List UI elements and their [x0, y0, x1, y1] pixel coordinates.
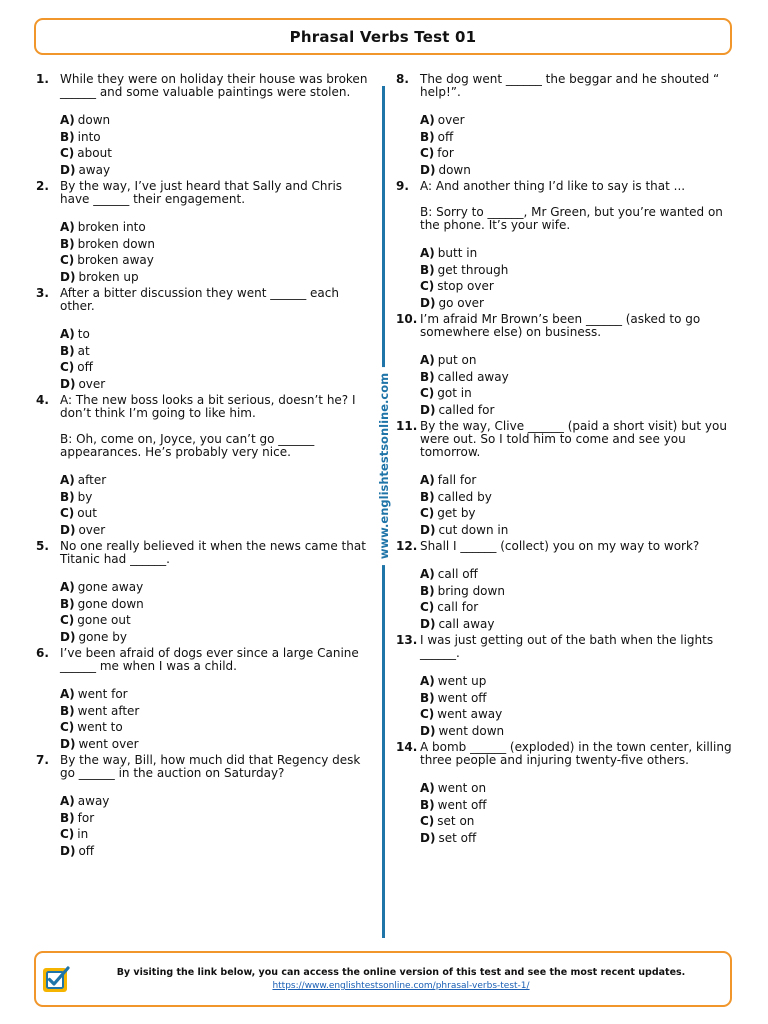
option-text: get by — [437, 506, 476, 520]
option-letter: C) — [60, 253, 75, 267]
question-item — [36, 180, 368, 285]
option-text: over — [78, 522, 106, 537]
answer-options — [60, 686, 368, 752]
option-text: down — [77, 113, 111, 127]
question-stem — [60, 287, 368, 313]
question-number: 13. — [396, 633, 418, 647]
answer-options — [60, 793, 368, 859]
answer-options — [420, 472, 732, 538]
answer-options — [60, 112, 368, 178]
question-number: 14. — [396, 740, 418, 754]
question-text: By the way, Bill, how much did that Regency desk go ______ in the auction on Saturday? — [60, 753, 361, 780]
option-text: broken down — [77, 236, 155, 251]
question-column-left — [36, 73, 368, 861]
answer-option[interactable] — [60, 359, 368, 376]
option-text: cut down in — [438, 522, 509, 537]
answer-option[interactable] — [60, 505, 368, 522]
option-letter: C) — [60, 720, 75, 734]
option-text: by — [77, 489, 93, 504]
option-text: at — [77, 343, 90, 358]
answer-option[interactable] — [420, 505, 732, 522]
option-text: call away — [438, 616, 495, 631]
option-letter: A) — [60, 327, 75, 341]
option-text: call off — [437, 567, 478, 581]
answer-option[interactable] — [60, 326, 368, 343]
question-number: 12. — [396, 539, 418, 553]
option-letter: D) — [420, 830, 436, 845]
question-text: B: Sorry to ______, Mr Green, but you’re wanted on the phone. It’s your wife. — [420, 205, 723, 232]
question-column-right — [396, 73, 732, 848]
option-letter: D) — [420, 295, 436, 310]
option-letter: D) — [420, 402, 436, 417]
answer-option[interactable] — [420, 352, 732, 369]
answer-option[interactable] — [420, 145, 732, 162]
question-text: Shall I ______ (collect) you on my way to work? — [420, 539, 700, 553]
question-number: 5. — [36, 539, 49, 553]
option-text: off — [78, 843, 95, 858]
question-text: I’m afraid Mr Brown’s been ______ (asked to go somewhere else) on business. — [420, 312, 701, 339]
option-letter: A) — [60, 580, 75, 594]
question-item — [36, 73, 368, 178]
answer-options — [420, 566, 732, 632]
question-item — [396, 180, 732, 311]
option-text: call for — [437, 600, 479, 614]
question-number: 1. — [36, 72, 49, 86]
question-text: By the way, I’ve just heard that Sally and Chris have ______ their engagement. — [60, 179, 343, 206]
option-letter: A) — [60, 113, 75, 127]
option-text: about — [77, 146, 112, 160]
option-letter: D) — [60, 629, 76, 644]
question-number: 10. — [396, 312, 418, 326]
answer-option[interactable] — [420, 489, 732, 506]
option-letter: A) — [60, 473, 75, 487]
option-text: broken away — [77, 253, 154, 267]
option-text: fall for — [437, 473, 477, 487]
answer-option[interactable] — [60, 810, 368, 827]
option-letter: C) — [60, 360, 75, 374]
answer-option[interactable] — [60, 252, 368, 269]
answer-option[interactable] — [60, 112, 368, 129]
answer-option[interactable] — [420, 830, 732, 847]
answer-option[interactable] — [60, 736, 368, 753]
question-stem — [60, 540, 368, 566]
question-item — [36, 540, 368, 645]
question-stem — [60, 180, 368, 206]
option-text: went for — [77, 687, 128, 701]
option-text: off — [77, 360, 93, 374]
option-text: away — [77, 794, 110, 808]
question-text: A bomb ______ (exploded) in the town center, killing three people and injuring twenty-five others. — [420, 740, 732, 767]
question-text: I was just getting out of the bath when the lights ______. — [420, 633, 714, 660]
option-text: bring down — [437, 583, 505, 598]
option-text: after — [77, 473, 107, 487]
answer-option[interactable] — [420, 566, 732, 583]
question-stem — [420, 741, 732, 767]
option-letter: C) — [420, 600, 435, 614]
answer-options — [420, 112, 732, 178]
option-letter: D) — [60, 162, 76, 177]
option-letter: A) — [420, 113, 435, 127]
option-text: went off — [437, 690, 487, 705]
question-number: 3. — [36, 286, 49, 300]
option-text: to — [77, 327, 90, 341]
answer-option[interactable] — [420, 245, 732, 262]
option-letter: C) — [60, 146, 75, 160]
question-number: 11. — [396, 419, 418, 433]
option-letter: B) — [60, 236, 75, 251]
question-stem — [60, 647, 368, 673]
footer-link[interactable]: https://www.englishtestsonline.com/phrasal-verbs-test-1/ — [272, 981, 530, 991]
answer-option[interactable] — [60, 793, 368, 810]
answer-option[interactable] — [420, 673, 732, 690]
question-number: 7. — [36, 753, 49, 767]
option-text: broken into — [77, 220, 146, 234]
option-letter: C) — [420, 146, 435, 160]
checkbox-check-icon — [40, 963, 72, 995]
answer-options — [420, 780, 732, 846]
answer-option[interactable] — [60, 376, 368, 393]
option-letter: C) — [60, 506, 75, 520]
option-text: down — [438, 162, 471, 177]
option-letter: B) — [60, 489, 75, 504]
option-text: set off — [438, 830, 477, 845]
option-letter: D) — [60, 269, 76, 284]
answer-option[interactable] — [60, 522, 368, 539]
answer-option[interactable] — [60, 719, 368, 736]
option-text: went on — [437, 781, 487, 795]
option-text: butt in — [437, 246, 478, 260]
option-text: off — [437, 129, 454, 144]
question-item — [36, 754, 368, 859]
option-letter: B) — [60, 129, 75, 144]
question-item — [396, 634, 732, 739]
question-text: B: Oh, come on, Joyce, you can’t go ______ appearances. He’s probably very nice. — [60, 432, 315, 459]
option-letter: C) — [60, 827, 75, 841]
question-number: 6. — [36, 646, 49, 660]
question-item — [36, 287, 368, 392]
answer-option[interactable] — [60, 686, 368, 703]
option-text: went down — [438, 723, 505, 738]
answer-option[interactable] — [60, 596, 368, 613]
option-letter: C) — [420, 386, 435, 400]
answer-option[interactable] — [420, 599, 732, 616]
option-letter: D) — [420, 522, 436, 537]
question-text: No one really believed it when the news came that Titanic had ______. — [60, 539, 366, 566]
question-number: 9. — [396, 179, 409, 193]
answer-option[interactable] — [60, 612, 368, 629]
option-text: broken up — [78, 269, 139, 284]
footer-notice: By visiting the link below, you can access the online version of this test and see the most recent updates. — [116, 967, 686, 978]
option-letter: A) — [420, 246, 435, 260]
question-item — [396, 73, 732, 178]
answer-option[interactable] — [60, 162, 368, 179]
option-text: went away — [437, 707, 503, 721]
question-stem — [60, 754, 368, 780]
option-text: set on — [437, 814, 475, 828]
question-text: A: The new boss looks a bit serious, doesn’t he? I don’t think I’m going to like him. — [60, 393, 356, 420]
question-stem — [420, 73, 732, 99]
question-item — [36, 394, 368, 538]
option-text: went up — [437, 674, 487, 688]
option-letter: C) — [420, 707, 435, 721]
footer-box — [34, 951, 732, 1007]
question-number: 4. — [36, 393, 49, 407]
option-letter: A) — [420, 674, 435, 688]
option-text: gone away — [77, 580, 144, 594]
option-text: called for — [438, 402, 495, 417]
answer-option[interactable] — [420, 112, 732, 129]
answer-option[interactable] — [60, 129, 368, 146]
answer-options — [420, 673, 732, 739]
answer-options — [60, 219, 368, 285]
option-letter: D) — [60, 522, 76, 537]
question-number: 2. — [36, 179, 49, 193]
question-item — [36, 647, 368, 752]
answer-option[interactable] — [420, 385, 732, 402]
answer-options — [60, 472, 368, 538]
question-number: 8. — [396, 72, 409, 86]
question-text: A: And another thing I’d like to say is that ... — [420, 179, 686, 193]
option-text: stop over — [437, 279, 494, 293]
answer-option[interactable] — [60, 629, 368, 646]
question-stem — [420, 634, 732, 660]
option-text: get through — [437, 262, 509, 277]
question-stem — [420, 313, 732, 339]
question-text: While they were on holiday their house was broken ______ and some valuable paintings were stolen. — [60, 72, 368, 99]
option-letter: C) — [420, 279, 435, 293]
answer-option[interactable] — [60, 579, 368, 596]
answer-option[interactable] — [60, 343, 368, 360]
option-letter: B) — [420, 797, 435, 812]
question-item — [396, 313, 732, 418]
option-letter: D) — [420, 616, 436, 631]
option-letter: B) — [60, 810, 75, 825]
option-letter: A) — [60, 220, 75, 234]
answer-option[interactable] — [60, 145, 368, 162]
option-text: put on — [437, 353, 477, 367]
answer-option[interactable] — [60, 236, 368, 253]
option-text: gone down — [77, 596, 144, 611]
option-letter: D) — [60, 843, 76, 858]
answer-option[interactable] — [420, 129, 732, 146]
question-stem — [420, 540, 732, 553]
answer-option[interactable] — [420, 583, 732, 600]
option-text: out — [77, 506, 97, 520]
option-letter: B) — [420, 690, 435, 705]
option-letter: B) — [420, 129, 435, 144]
option-letter: A) — [420, 567, 435, 581]
answer-option[interactable] — [60, 219, 368, 236]
option-text: over — [437, 113, 465, 127]
answer-option[interactable] — [60, 703, 368, 720]
answer-option[interactable] — [420, 472, 732, 489]
question-text: The dog went ______ the beggar and he shouted “ help!”. — [420, 72, 720, 99]
answer-option[interactable] — [420, 723, 732, 740]
option-text: gone by — [78, 629, 127, 644]
option-text: went to — [77, 720, 123, 734]
option-letter: B) — [60, 343, 75, 358]
option-letter: B) — [420, 583, 435, 598]
option-letter: D) — [60, 736, 76, 751]
answer-options — [60, 579, 368, 645]
title-box — [34, 18, 732, 55]
option-letter: B) — [420, 369, 435, 384]
option-letter: A) — [60, 794, 75, 808]
question-text: I’ve been afraid of dogs ever since a large Canine ______ me when I was a child. — [60, 646, 359, 673]
option-letter: B) — [420, 262, 435, 277]
answer-options — [60, 326, 368, 392]
question-stem — [60, 73, 368, 99]
answer-option[interactable] — [60, 269, 368, 286]
option-letter: B) — [420, 489, 435, 504]
answer-option[interactable] — [420, 402, 732, 419]
answer-option[interactable] — [420, 616, 732, 633]
answer-option[interactable] — [420, 780, 732, 797]
option-letter: D) — [60, 376, 76, 391]
answer-option[interactable] — [60, 826, 368, 843]
option-text: for — [437, 146, 454, 160]
option-letter: C) — [60, 613, 75, 627]
option-text: called away — [437, 369, 509, 384]
option-letter: B) — [60, 596, 75, 611]
option-letter: A) — [60, 687, 75, 701]
answer-option[interactable] — [420, 162, 732, 179]
option-text: got in — [437, 386, 472, 400]
answer-option[interactable] — [60, 843, 368, 860]
option-letter: C) — [420, 506, 435, 520]
option-letter: B) — [60, 703, 75, 718]
option-letter: A) — [420, 781, 435, 795]
question-item — [396, 741, 732, 846]
option-text: called by — [437, 489, 492, 504]
answer-option[interactable] — [420, 813, 732, 830]
answer-options — [420, 352, 732, 418]
answer-option[interactable] — [420, 690, 732, 707]
question-item — [396, 540, 732, 632]
answer-option[interactable] — [420, 262, 732, 279]
question-stem — [60, 394, 368, 459]
page-title: Phrasal Verbs Test 01 — [289, 27, 477, 46]
question-stem — [420, 180, 732, 232]
option-letter: D) — [420, 162, 436, 177]
answer-option[interactable] — [420, 278, 732, 295]
option-text: in — [77, 827, 89, 841]
answer-options — [420, 245, 732, 311]
question-text: After a bitter discussion they went ______ each other. — [60, 286, 339, 313]
option-text: for — [77, 810, 95, 825]
option-text: went off — [437, 797, 487, 812]
option-text: gone out — [77, 613, 131, 627]
answer-option[interactable] — [420, 797, 732, 814]
option-text: go over — [438, 295, 484, 310]
option-text: went after — [77, 703, 140, 718]
answer-option[interactable] — [60, 472, 368, 489]
question-item — [396, 420, 732, 538]
option-letter: D) — [420, 723, 436, 738]
answer-option[interactable] — [60, 489, 368, 506]
answer-option[interactable] — [420, 295, 732, 312]
answer-option[interactable] — [420, 706, 732, 723]
answer-option[interactable] — [420, 522, 732, 539]
option-text: went over — [78, 736, 139, 751]
option-text: into — [77, 129, 101, 144]
option-letter: A) — [420, 473, 435, 487]
option-text: over — [78, 376, 106, 391]
option-text: away — [78, 162, 111, 177]
question-stem — [420, 420, 732, 459]
option-letter: C) — [420, 814, 435, 828]
option-letter: A) — [420, 353, 435, 367]
question-text: By the way, Clive ______ (paid a short visit) but you were out. So I told him to come and see you tomorrow. — [420, 419, 727, 459]
site-watermark: www.englishtestsonline.com — [377, 367, 391, 565]
answer-option[interactable] — [420, 369, 732, 386]
